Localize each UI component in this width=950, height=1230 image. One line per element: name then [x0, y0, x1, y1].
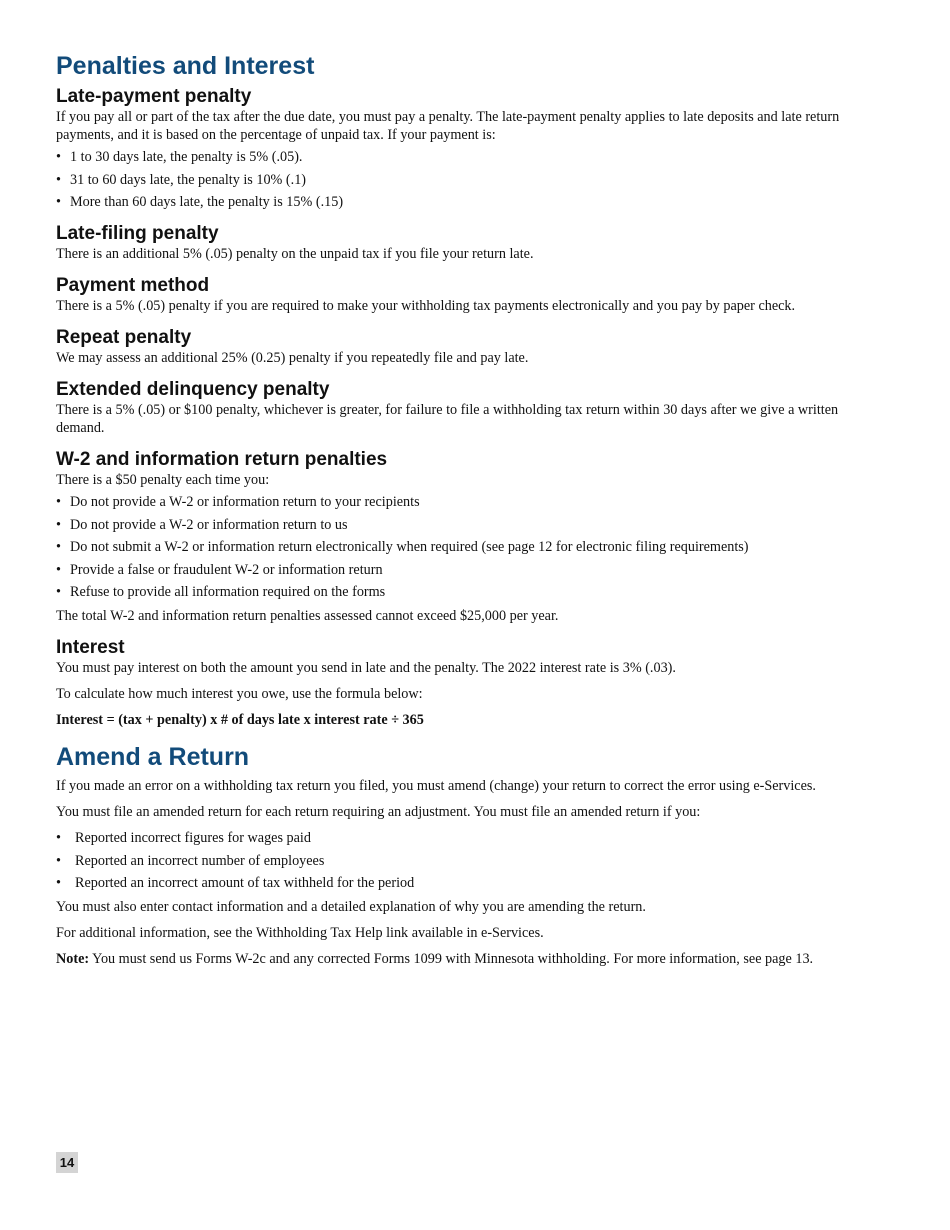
extended-delinquency-heading: Extended delinquency penalty	[56, 379, 330, 400]
list-item: • Reported an incorrect amount of tax withheld for the period	[56, 875, 415, 891]
repeat-penalty-section	[56, 327, 876, 367]
late-filing-heading: Late-filing penalty	[56, 223, 219, 244]
bullet-icon: •	[56, 194, 61, 210]
bullet-icon: •	[56, 516, 61, 533]
late-payment-section	[56, 86, 876, 211]
list-item: • 31 to 60 days late, the penalty is 10% (.1)	[56, 171, 307, 188]
list-item: • More than 60 days late, the penalty is 15% (.15)	[56, 194, 344, 210]
extended-delinquency-section	[56, 379, 876, 437]
bullet-icon: •	[56, 171, 61, 188]
list-item: • Do not provide a W-2 or information return to your recipients	[56, 494, 420, 510]
list-item: • Refuse to provide all information required on the forms	[56, 584, 386, 600]
w2-penalties-intro: There is a $50 penalty each time you:	[56, 472, 270, 488]
amend-text-2: You must file an amended return for each return requiring an adjustment. You must file an amended return if you:	[56, 804, 701, 820]
interest-text-2: To calculate how much interest you owe, use the formula below:	[56, 686, 423, 702]
repeat-penalty-text: We may assess an additional 25% (0.25) penalty if you repeatedly file and pay late.	[56, 350, 529, 366]
repeat-penalty-heading: Repeat penalty	[56, 327, 192, 348]
interest-section	[56, 637, 876, 729]
bullet-icon: •	[56, 539, 61, 555]
w2-penalties-section	[56, 449, 876, 625]
payment-method-heading: Payment method	[56, 275, 210, 296]
list-item: • Do not submit a W-2 or information return electronically when required (see page 12 for electronic filing requirements)	[56, 539, 749, 555]
payment-method-text: There is a 5% (.05) penalty if you are required to make your withholding tax payments electronically and you pay by paper check.	[56, 298, 796, 314]
late-payment-intro: If you pay all or part of the tax after the due date, you must pay a penalty. The late-payment penalty applies to late deposits and late return payments, and it is based on the percentage of unpaid tax. If your payment is:	[56, 109, 840, 143]
bullet-icon: •	[56, 875, 61, 891]
page-number: 14	[56, 1152, 78, 1173]
amend-list	[56, 829, 876, 892]
w2-penalties-heading: W-2 and information return penalties	[56, 449, 388, 470]
bullet-icon: •	[56, 584, 61, 600]
list-item: • Reported incorrect figures for wages paid	[56, 830, 311, 846]
bullet-icon: •	[56, 852, 61, 869]
amend-text-4: For additional information, see the Withholding Tax Help link available in e-Services.	[56, 925, 544, 941]
list-item: • Provide a false or fraudulent W-2 or information return	[56, 561, 383, 578]
note-text: You must send us Forms W-2c and any corrected Forms 1099 with Minnesota withholding. For more information, see page 13.	[89, 951, 814, 967]
amend-note	[56, 950, 876, 968]
document-page	[56, 50, 876, 976]
late-filing-section	[56, 223, 876, 263]
extended-delinquency-text: There is a 5% (.05) or $100 penalty, whichever is greater, for failure to file a withholding tax return within 30 days after we give a written demand.	[56, 402, 839, 436]
payment-method-section	[56, 275, 876, 315]
amend-text-3: You must also enter contact information and a detailed explanation of why you are amending the return.	[56, 899, 646, 915]
w2-penalties-outro: The total W-2 and information return penalties assessed cannot exceed $25,000 per year.	[56, 608, 559, 624]
list-item: • Reported an incorrect number of employees	[56, 852, 325, 869]
w2-penalties-list	[56, 493, 876, 601]
amend-text-1: If you made an error on a withholding tax return you filed, you must amend (change) your return to correct the error using e-Services.	[56, 778, 816, 794]
list-item: • 1 to 30 days late, the penalty is 5% (.05).	[56, 149, 303, 165]
list-item: • Do not provide a W-2 or information return to us	[56, 516, 348, 533]
bullet-icon: •	[56, 830, 61, 846]
late-payment-heading: Late-payment penalty	[56, 86, 252, 107]
section-title-penalties: Penalties and Interest	[56, 52, 315, 80]
late-payment-list	[56, 148, 876, 211]
note-label: Note:	[56, 951, 90, 967]
bullet-icon: •	[56, 149, 61, 165]
section-title-amend: Amend a Return	[56, 743, 250, 771]
interest-text-1: You must pay interest on both the amount you send in late and the penalty. The 2022 interest rate is 3% (.03).	[56, 660, 676, 676]
interest-heading: Interest	[56, 637, 125, 658]
bullet-icon: •	[56, 561, 61, 578]
interest-formula: Interest = (tax + penalty) x # of days late x interest rate ÷ 365	[56, 712, 424, 728]
bullet-icon: •	[56, 494, 61, 510]
late-filing-text: There is an additional 5% (.05) penalty on the unpaid tax if you file your return late.	[56, 246, 534, 262]
